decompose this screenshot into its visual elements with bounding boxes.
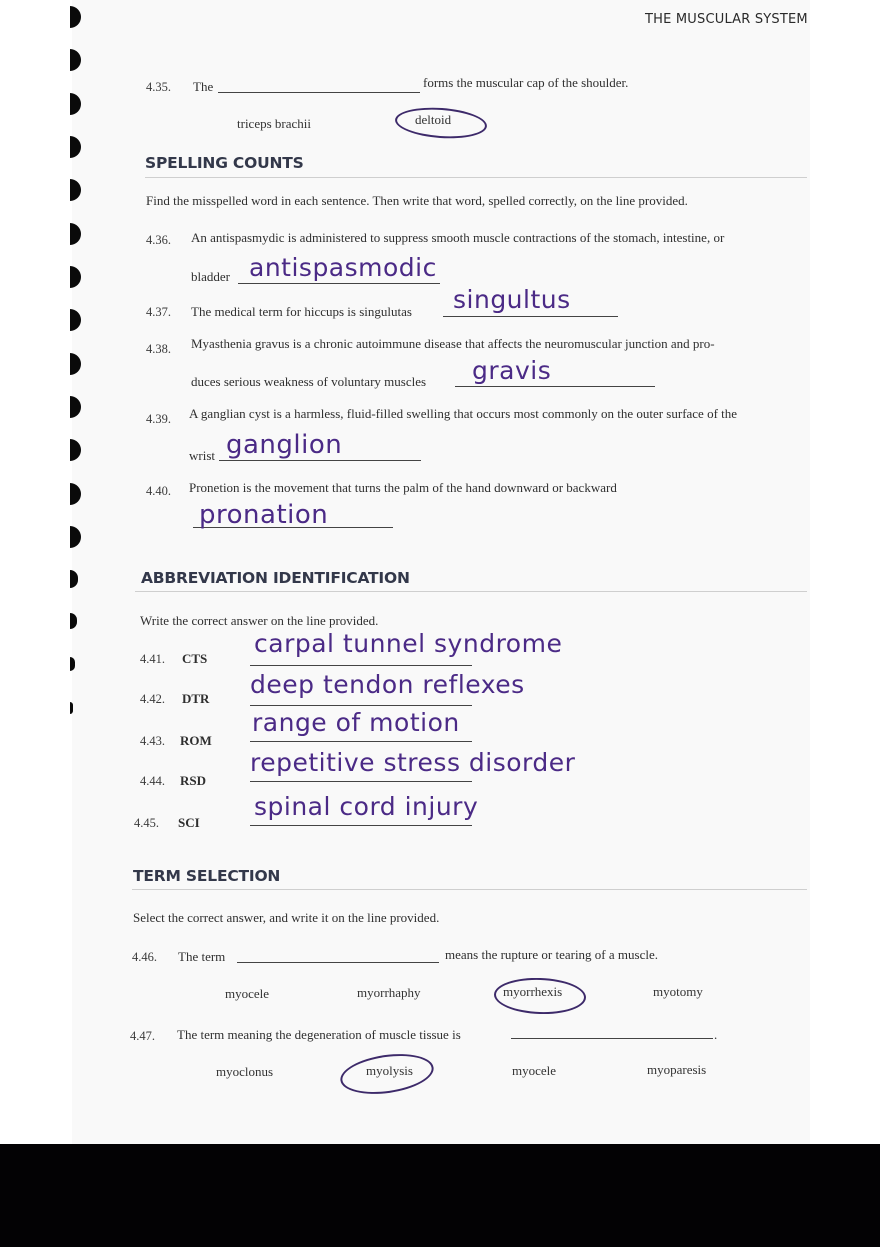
question-text-cont: duces serious weakness of voluntary muscles (191, 374, 427, 389)
handwritten-answer: ganglion (226, 430, 343, 460)
question-text-cont: bladder (191, 269, 230, 284)
choice-myorrhexis[interactable]: myorrhexis (503, 984, 563, 999)
abbreviation: DTR (182, 691, 210, 706)
question-number: 4.42. (140, 692, 165, 706)
choice-myorrhaphy[interactable]: myorrhaphy (357, 985, 421, 1000)
section-title: SPELLING COUNTS (145, 154, 304, 172)
answer-blank[interactable] (218, 92, 420, 93)
scan-border-bottom (0, 1144, 880, 1247)
handwritten-answer: pronation (199, 500, 329, 530)
question-number: 4.47. (130, 1029, 155, 1043)
running-head: THE MUSCULAR SYSTEM (645, 12, 808, 27)
question-number: 4.43. (140, 734, 165, 748)
choice-myotomy[interactable]: myotomy (653, 984, 703, 999)
choice-triceps-brachii[interactable]: triceps brachii (237, 116, 311, 131)
handwritten-answer: singultus (453, 285, 571, 314)
question-text-before: The term (178, 949, 226, 964)
handwritten-answer: range of motion (252, 708, 460, 737)
abbreviation: RSD (180, 773, 207, 788)
choice-deltoid[interactable]: deltoid (415, 112, 452, 127)
question-text: Pronetion is the movement that turns the palm of the hand downward or backward (189, 480, 617, 495)
section-title: ABBREVIATION IDENTIFICATION (141, 569, 410, 587)
answer-blank[interactable] (250, 741, 472, 742)
handwritten-answer: spinal cord injury (254, 792, 479, 821)
answer-blank[interactable] (511, 1038, 713, 1039)
handwritten-answer: repetitive stress disorder (250, 748, 576, 777)
question-number: 4.38. (146, 342, 171, 356)
abbreviation: ROM (180, 733, 212, 748)
question-number: 4.35. (146, 80, 171, 94)
choice-myoclonus[interactable]: myoclonus (216, 1064, 274, 1079)
answer-blank[interactable] (250, 781, 472, 782)
choice-myocele-2[interactable]: myocele (512, 1063, 557, 1078)
answer-blank[interactable] (455, 386, 655, 387)
question-text: Myasthenia gravus is a chronic autoimmune disease that affects the neuromuscular junction and pro- (191, 336, 715, 351)
handwritten-answer: deep tendon reflexes (250, 670, 525, 699)
section-instructions: Select the correct answer, and write it on the line provided. (133, 910, 440, 925)
question-text: A ganglian cyst is a harmless, fluid-filled swelling that occurs most commonly on the outer surface of the (189, 406, 738, 421)
answer-blank[interactable] (250, 705, 472, 706)
answer-blank[interactable] (238, 283, 440, 284)
choice-myolysis[interactable]: myolysis (366, 1063, 413, 1078)
question-number: 4.40. (146, 484, 171, 498)
answer-blank[interactable] (250, 825, 472, 826)
section-instructions: Write the correct answer on the line provided. (140, 613, 379, 628)
answer-blank[interactable] (250, 665, 472, 666)
section-instructions: Find the misspelled word in each sentence. Then write that word, spelled correctly, on the line provided. (146, 193, 688, 208)
question-text-before: The term meaning the degeneration of muscle tissue is (177, 1027, 461, 1042)
question-text-cont: wrist (189, 448, 215, 463)
choice-myoparesis[interactable]: myoparesis (647, 1062, 707, 1077)
handwritten-answer: carpal tunnel syndrome (254, 629, 563, 658)
question-number: 4.45. (134, 816, 159, 830)
section-title: TERM SELECTION (133, 867, 281, 885)
section-divider (145, 177, 807, 178)
handwritten-answer: antispasmodic (249, 253, 437, 282)
section-divider (135, 591, 807, 592)
choice-myocele[interactable]: myocele (225, 986, 270, 1001)
question-text-after: forms the muscular cap of the shoulder. (423, 75, 629, 90)
abbreviation: CTS (182, 651, 208, 666)
section-divider (132, 889, 807, 890)
question-number: 4.44. (140, 774, 165, 788)
answer-blank[interactable] (237, 962, 439, 963)
binder-hole (70, 702, 73, 714)
handwritten-answer: gravis (472, 356, 552, 385)
question-number: 4.41. (140, 652, 165, 666)
question-text: The medical term for hiccups is singulutas (191, 304, 412, 319)
question-text-before: The (193, 79, 214, 94)
answer-blank[interactable] (219, 460, 421, 461)
question-text: An antispasmydic is administered to suppress smooth muscle contractions of the stomach, intestine, or (191, 230, 725, 245)
question-text-after: . (714, 1027, 718, 1042)
question-number: 4.36. (146, 233, 171, 247)
question-number: 4.39. (146, 412, 171, 426)
question-text-after: means the rupture or tearing of a muscle. (445, 947, 658, 962)
answer-blank[interactable] (443, 316, 618, 317)
question-number: 4.37. (146, 305, 171, 319)
question-number: 4.46. (132, 950, 157, 964)
abbreviation: SCI (178, 815, 200, 830)
